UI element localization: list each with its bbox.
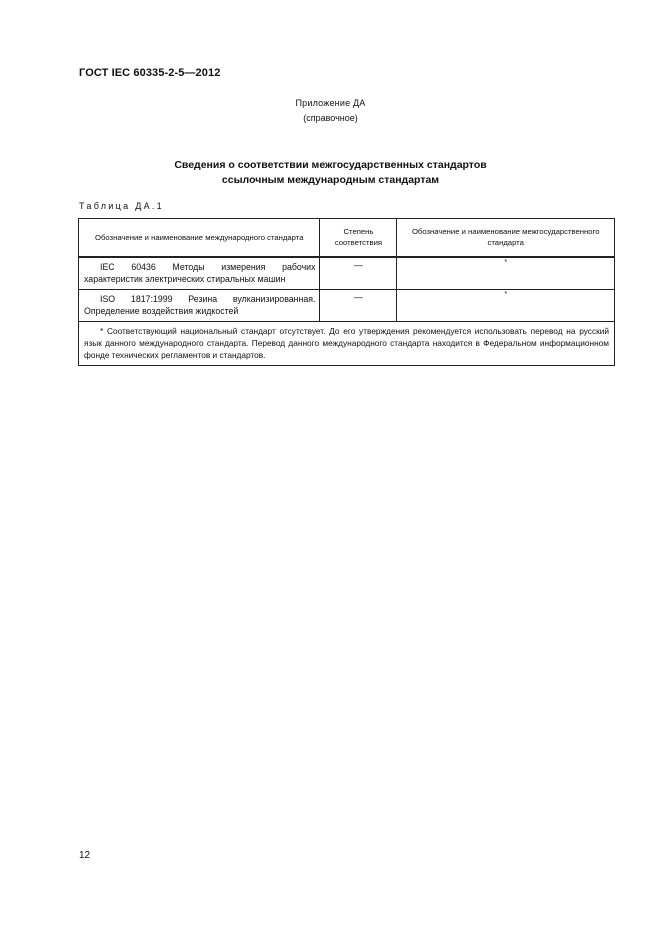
column-header-international-standard: Обозначение и наименование международного стандарта xyxy=(79,219,320,258)
appendix-heading xyxy=(0,96,661,126)
table-row xyxy=(79,257,615,290)
section-title xyxy=(0,158,661,188)
international-standard-cell: ISO 1817:1999 Резина вулканизированная. Определение воздействия жидкостей xyxy=(79,290,320,322)
document-header-code: ГОСТ IEC 60335-2-5—2012 xyxy=(79,67,221,79)
interstate-standard-cell: * xyxy=(397,290,615,322)
appendix-note: (справочное) xyxy=(303,113,358,123)
section-title-line-1: Сведения о соответствии межгосударственных стандартов xyxy=(174,159,487,171)
column-header-interstate-standard: Обозначение и наименование межгосударственного стандарта xyxy=(397,219,615,258)
table-header-row xyxy=(79,219,615,258)
appendix-title: Приложение ДА xyxy=(295,98,366,108)
international-standard-cell: IEC 60436 Методы измерения рабочих характеристик электрических стиральных машин xyxy=(79,257,320,290)
table-footnote-row xyxy=(79,322,615,366)
correspondence-table xyxy=(78,218,615,366)
degree-cell: — xyxy=(320,290,397,322)
section-title-line-2: ссылочным международным стандартам xyxy=(221,174,440,186)
table-label: Таблица ДА.1 xyxy=(79,201,164,211)
table-row xyxy=(79,290,615,322)
degree-cell: — xyxy=(320,257,397,290)
interstate-standard-cell: * xyxy=(397,257,615,290)
column-header-degree: Степень соответствия xyxy=(320,219,397,258)
table-footnote: * Соответствующий национальный стандарт отсутствует. До его утверждения рекомендуется использовать перевод на русский язык данного международного стандарта. Перевод данного международного стандарта находится в Федеральном информационном фонде технических регламентов и стандартов. xyxy=(79,322,615,366)
page-number: 12 xyxy=(79,850,91,861)
